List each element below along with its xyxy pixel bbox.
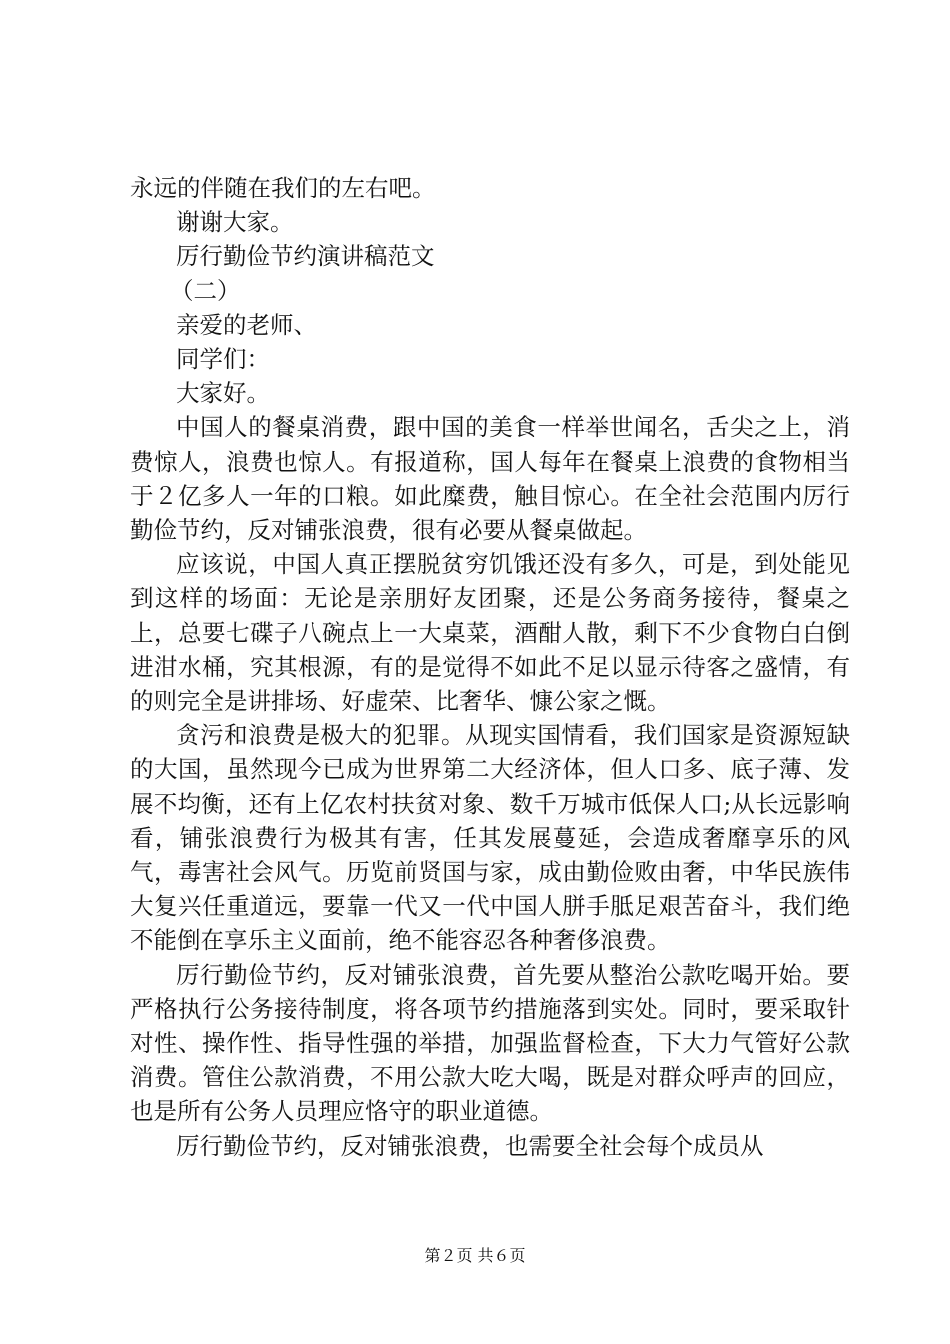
paragraph: 厉行勤俭节约，反对铺张浪费，也需要全社会每个成员从 [176, 1131, 764, 1160]
paragraph: 中国人的餐桌消费，跟中国的美食一样举世闻名，舌尖之上，消费惊人，浪费也惊人。有报道称，国人每年在餐桌上浪费的食物相当于２亿多人一年的口粮。如此糜费，触目惊心。在全社会范围内厉行勤俭节约，反对铺张浪费，很有必要从餐桌做起。 [130, 413, 850, 545]
page-number: 第２页 共６页 [424, 1246, 526, 1265]
paragraph: 永远的伴随在我们的左右吧。 [130, 174, 436, 202]
document-body [130, 171, 850, 1163]
salutation: 同学们： [176, 345, 270, 374]
paragraph: 厉行勤俭节约，反对铺张浪费，首先要从整治公款吃喝开始。要严格执行公务接待制度，将各项节约措施落到实处。同时，要采取针对性、操作性、指导性强的举措，加强监督检查，下大力气管好公款消费。管住公款消费，不用公款大吃大喝，既是对群众呼声的回应，也是所有公务人员理应恪守的职业道德。 [130, 960, 850, 1126]
paragraph: 应该说，中国人真正摆脱贫穷饥饿还没有多久，可是，到处能见到这样的场面：无论是亲朋好友团聚，还是公务商务接待，餐桌之上，总要七碟子八碗点上一大桌菜，酒酣人散，剩下不少食物白白倒进泔水桶，究其根源，有的是觉得不如此不足以显示待客之盛情，有的则完全是讲排场、好虚荣、比奢华、慷公家之慨。 [130, 550, 850, 716]
paragraph: 贪污和浪费是极大的犯罪。从现实国情看，我们国家是资源短缺的大国，虽然现今已成为世界第二大经济体，但人口多、底子薄、发展不均衡，还有上亿农村扶贫对象、数千万城市低保人口;从长远影响看，铺张浪费行为极其有害，任其发展蔓延，会造成奢靡享乐的风气，毒害社会风气。历览前贤国与家，成由勤俭败由奢，中华民族伟大复兴任重道远，要靠一代又一代中国人胼手胝足艰苦奋斗，我们绝不能倒在享乐主义面前，绝不能容忍各种奢侈浪费。 [130, 721, 850, 955]
section-number: （二） [170, 276, 241, 305]
page-footer [0, 1246, 950, 1266]
greeting: 大家好。 [176, 379, 270, 408]
salutation: 亲爱的老师、 [176, 310, 317, 339]
section-title: 厉行勤俭节约演讲稿范文 [176, 242, 435, 271]
paragraph: 谢谢大家。 [176, 208, 294, 237]
